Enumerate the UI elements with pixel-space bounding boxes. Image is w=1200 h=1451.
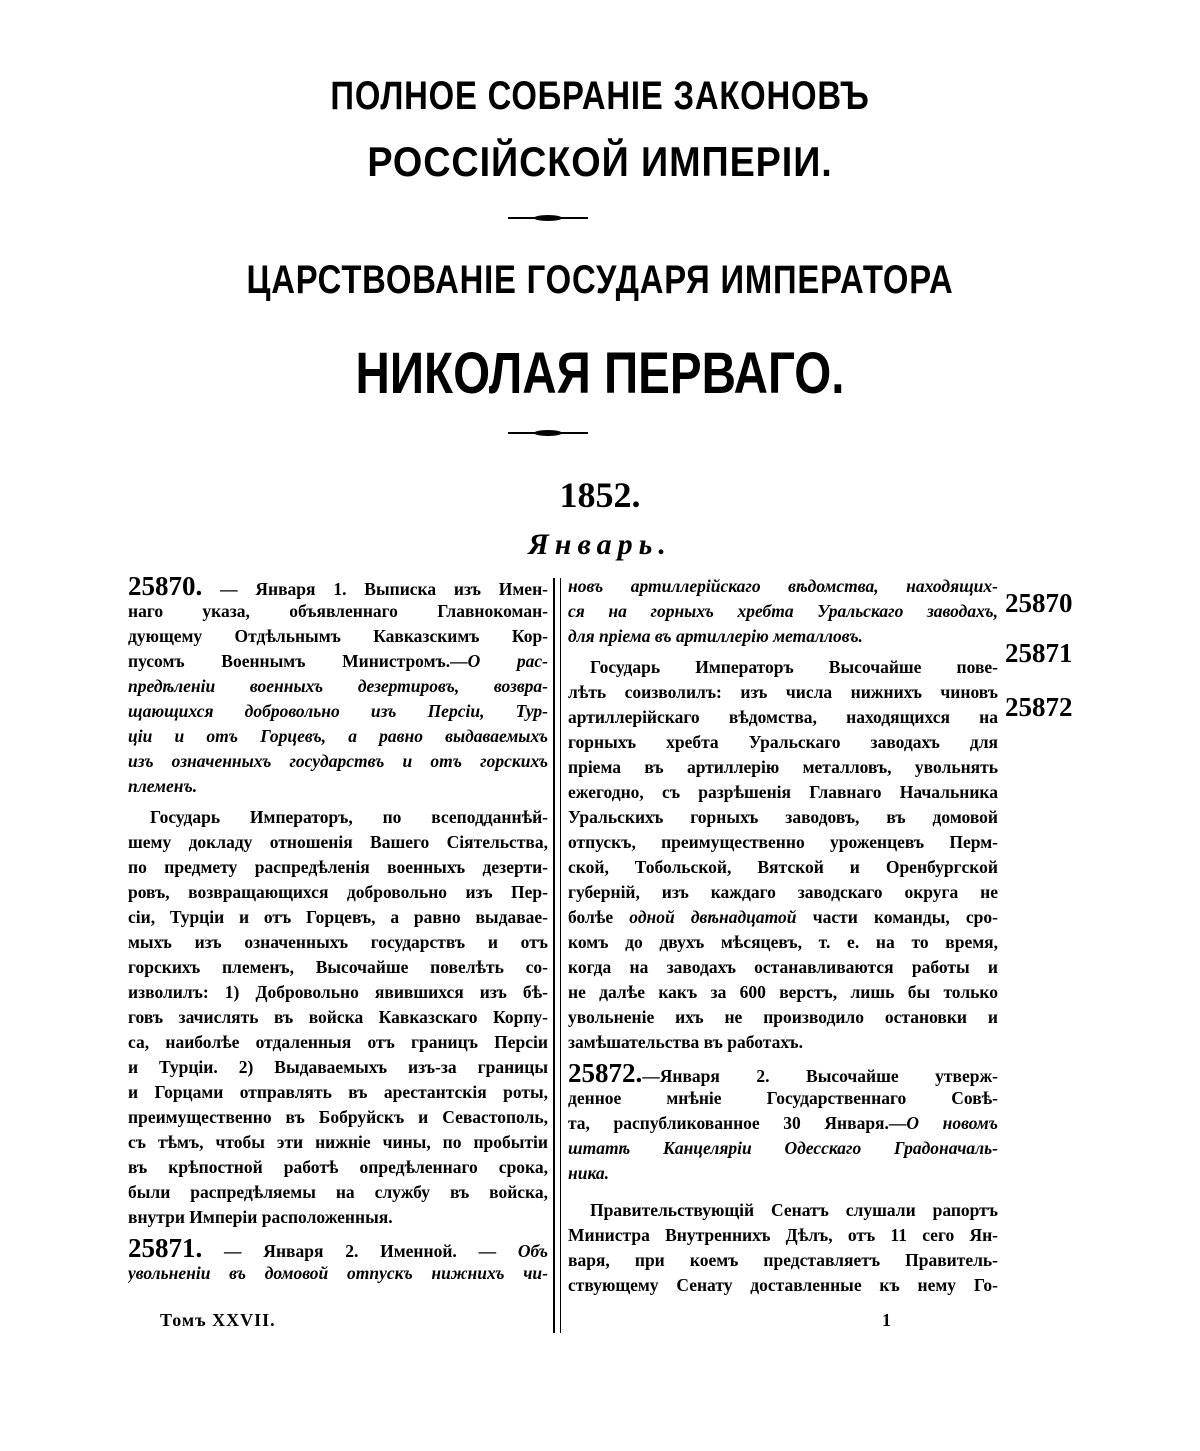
text: сіи, Турціи и отъ Горцевъ, а равно выдавае- bbox=[128, 907, 548, 927]
text: дующему Отдѣльнымъ Кавказскимъ Кор- bbox=[128, 626, 548, 646]
text-line bbox=[568, 705, 998, 730]
text-line bbox=[568, 1030, 998, 1055]
italic-text: для пріема въ артиллерію металловъ. bbox=[568, 626, 863, 646]
text-line bbox=[568, 1111, 998, 1136]
text: артиллерійскаго вѣдомства, находящихся на bbox=[568, 707, 998, 727]
decree-number: 25871. bbox=[128, 1236, 203, 1261]
margin-number: 25871 bbox=[1005, 638, 1073, 668]
text: изволилъ: 1) Добровольно явившихся изъ бѣ- bbox=[128, 982, 548, 1002]
text-line bbox=[128, 749, 548, 774]
text-line bbox=[568, 980, 998, 1005]
text-line bbox=[568, 830, 998, 855]
text-line bbox=[128, 1180, 548, 1205]
text: Министра Внутреннихъ Дѣлъ, отъ 11 сего Ян- bbox=[568, 1225, 998, 1245]
paragraph bbox=[568, 1061, 998, 1186]
text-line bbox=[128, 1005, 548, 1030]
left-column bbox=[128, 574, 548, 1292]
text-line bbox=[128, 805, 548, 830]
italic-text: изъ означенныхъ государствъ и отъ горскихъ bbox=[128, 751, 548, 771]
text-line bbox=[128, 1205, 548, 1230]
text: были распредѣляемы на службу въ войска, bbox=[128, 1182, 548, 1202]
empire-title: РОССІЙСКОЙ ИМПЕРІИ. bbox=[367, 138, 833, 185]
text: та, распубликованное 30 Января.— bbox=[568, 1113, 907, 1133]
italic-text: ціи и отъ Горцевъ, а равно выдаваемыхъ bbox=[128, 726, 548, 746]
decree-number: 25872. bbox=[568, 1061, 643, 1086]
paragraph bbox=[128, 805, 548, 1230]
text-line bbox=[128, 1130, 548, 1155]
text: Правительствующій Сенатъ слушали рапортъ bbox=[590, 1200, 998, 1220]
text: и Горцами отправлять въ арестантскія роты, bbox=[128, 1082, 548, 1102]
text-line bbox=[568, 905, 998, 930]
text-line bbox=[568, 655, 998, 680]
italic-text: О новомъ bbox=[906, 1113, 998, 1133]
text-line bbox=[568, 680, 998, 705]
text: шему докладу отношенія Вашего Сіятельства, bbox=[128, 832, 548, 852]
ornament-divider bbox=[508, 216, 588, 220]
italic-text: щающихся добровольно изъ Персіи, Тур- bbox=[128, 701, 548, 721]
text: наго указа, объявленнаго Главнокоман- bbox=[128, 601, 548, 621]
text-line bbox=[568, 730, 998, 755]
text-line bbox=[568, 1248, 998, 1273]
text: губерній, изъ каждаго заводскаго округа не bbox=[568, 882, 998, 902]
text: ской, Тобольской, Вятской и Оренбургской bbox=[568, 857, 998, 877]
text-line bbox=[568, 574, 998, 599]
collection-title: ПОЛНОЕ СОБРАНІЕ ЗАКОНОВЪ bbox=[330, 74, 870, 118]
text: — Января 2. Именной. — bbox=[202, 1241, 518, 1261]
text: варя, при коемъ представляетъ Правитель- bbox=[568, 1250, 998, 1270]
margin-number: 25872 bbox=[1005, 692, 1073, 722]
italic-text: одной двѣнадцатой bbox=[629, 907, 797, 927]
text-line bbox=[568, 880, 998, 905]
text-line bbox=[128, 930, 548, 955]
signature-mark: 1 bbox=[882, 1310, 891, 1330]
text: мыхъ изъ означенныхъ государствъ и отъ bbox=[128, 932, 548, 952]
text-line bbox=[128, 724, 548, 749]
italic-text: предѣленіи военныхъ дезертировъ, возвра- bbox=[128, 676, 548, 696]
text: замѣшательства въ работахъ. bbox=[568, 1032, 803, 1052]
text-line bbox=[568, 1198, 998, 1223]
text-line bbox=[568, 930, 998, 955]
text-line bbox=[128, 599, 548, 624]
text-line bbox=[128, 1155, 548, 1180]
text-line bbox=[568, 624, 998, 649]
text: денное мнѣніе Государственнаго Совѣ- bbox=[568, 1088, 998, 1108]
text: по предмету распредѣленія военныхъ дезерти- bbox=[128, 857, 548, 877]
text-line bbox=[128, 1080, 548, 1105]
text: Государь Императоръ, по всеподданнѣй- bbox=[150, 807, 548, 827]
text: пріема въ артиллерію металловъ, увольнять bbox=[568, 757, 998, 777]
text: внутри Имперіи расположенныя. bbox=[128, 1207, 393, 1227]
text-line bbox=[128, 574, 548, 599]
text-line bbox=[568, 1136, 998, 1161]
text: — Января 1. Выписка изъ Имен- bbox=[202, 579, 548, 599]
text: ровъ, возвращающихся добровольно изъ Пер- bbox=[128, 882, 548, 902]
text: лѣть соизволилъ: изъ числа нижнихъ чиновъ bbox=[568, 682, 998, 702]
right-column bbox=[568, 574, 998, 1304]
emperor-name: НИКОЛАЯ ПЕРВАГО. bbox=[355, 341, 845, 406]
year-heading: 1852. bbox=[559, 475, 641, 515]
text-line bbox=[568, 1086, 998, 1111]
paragraph bbox=[568, 1198, 998, 1298]
text-line bbox=[568, 855, 998, 880]
text: не далѣе какъ за 600 верстъ, лишь бы только bbox=[568, 982, 998, 1002]
text: говъ зачислять въ войска Кавказскаго Корпу- bbox=[128, 1007, 548, 1027]
text: пусомъ Военнымъ Министромъ.— bbox=[128, 651, 468, 671]
text-line bbox=[128, 774, 548, 799]
text: въ крѣпостной работѣ опредѣленнаго срока, bbox=[128, 1157, 548, 1177]
column-divider bbox=[553, 578, 561, 1333]
italic-text: О рас- bbox=[467, 651, 548, 671]
text: преимущественно въ Бобруйскъ и Севастополь, bbox=[128, 1107, 548, 1127]
text: Уральскихъ горныхъ заводовъ, въ домовой bbox=[568, 807, 998, 827]
text-line bbox=[128, 905, 548, 930]
text: комъ до двухъ мѣсяцевъ, т. е. на то время, bbox=[568, 932, 998, 952]
text: части команды, сро- bbox=[796, 907, 998, 927]
text: ствующему Сенату доставленные къ нему Го- bbox=[568, 1275, 998, 1295]
text-line bbox=[568, 955, 998, 980]
month-heading: Январь. bbox=[528, 528, 672, 561]
text: и Турціи. 2) Выдаваемыхъ изъ-за границы bbox=[128, 1057, 548, 1077]
text-line bbox=[568, 780, 998, 805]
text-line bbox=[128, 649, 548, 674]
text: болѣе bbox=[568, 907, 630, 927]
decree-number: 25870. bbox=[128, 574, 203, 599]
text-line bbox=[128, 830, 548, 855]
text-line bbox=[128, 955, 548, 980]
text: горныхъ хребта Уральскаго заводахъ для bbox=[568, 732, 998, 752]
text-line bbox=[128, 624, 548, 649]
text-line bbox=[568, 1223, 998, 1248]
text-line bbox=[568, 1273, 998, 1298]
paragraph bbox=[128, 1236, 548, 1286]
text: отпускъ, преимущественно уроженцевъ Перм- bbox=[568, 832, 998, 852]
text-line bbox=[128, 1055, 548, 1080]
text: увольненіе ихъ не производило остановки и bbox=[568, 1007, 998, 1027]
text-line bbox=[128, 880, 548, 905]
volume-footer: Томъ XXVII. bbox=[160, 1310, 276, 1330]
text-line bbox=[128, 980, 548, 1005]
text-line bbox=[568, 1161, 998, 1186]
italic-text: ся на горныхъ хребта Уральскаго заводахъ, bbox=[568, 601, 998, 621]
text: Государь Императоръ Высочайше пове- bbox=[590, 657, 998, 677]
text-line bbox=[568, 1005, 998, 1030]
text-line bbox=[128, 1236, 548, 1261]
text: са, наиболѣе отдаленныя отъ границъ Персіи bbox=[128, 1032, 548, 1052]
italic-text: Объ bbox=[517, 1241, 548, 1261]
text-line bbox=[568, 755, 998, 780]
text: горскихъ племенъ, Высочайше повелѣть со- bbox=[128, 957, 548, 977]
text-line bbox=[128, 1261, 548, 1286]
text: —Января 2. Высочайше утверж- bbox=[642, 1066, 998, 1086]
margin-number: 25870 bbox=[1005, 588, 1073, 618]
text-line bbox=[568, 599, 998, 624]
text-line bbox=[128, 855, 548, 880]
italic-text: увольненіи въ домовой отпускъ нижнихъ чи- bbox=[128, 1263, 548, 1283]
text: съ тѣмъ, чтобы эти нижніе чины, по пробытіи bbox=[128, 1132, 548, 1152]
reign-title: ЦАРСТВОВАНІЕ ГОСУДАРЯ ИМПЕРАТОРА bbox=[246, 258, 954, 302]
text: когда на заводахъ останавливаются работы и bbox=[568, 957, 998, 977]
paragraph bbox=[568, 655, 998, 1055]
italic-text: новъ артиллерійскаго вѣдомства, находящих- bbox=[568, 576, 998, 596]
text-line bbox=[568, 805, 998, 830]
ornament-divider bbox=[508, 431, 588, 435]
paragraph bbox=[568, 574, 998, 649]
text-line bbox=[128, 674, 548, 699]
italic-text: ника. bbox=[568, 1163, 610, 1183]
text-line bbox=[128, 1105, 548, 1130]
text: ежегодно, съ разрѣшенія Главнаго Начальника bbox=[568, 782, 998, 802]
italic-text: штатѣ Канцеляріи Одесскаго Градоначаль- bbox=[568, 1138, 998, 1158]
text-line bbox=[128, 699, 548, 724]
italic-text: племенъ. bbox=[128, 776, 198, 796]
paragraph bbox=[128, 574, 548, 799]
text-line bbox=[568, 1061, 998, 1086]
text-line bbox=[128, 1030, 548, 1055]
